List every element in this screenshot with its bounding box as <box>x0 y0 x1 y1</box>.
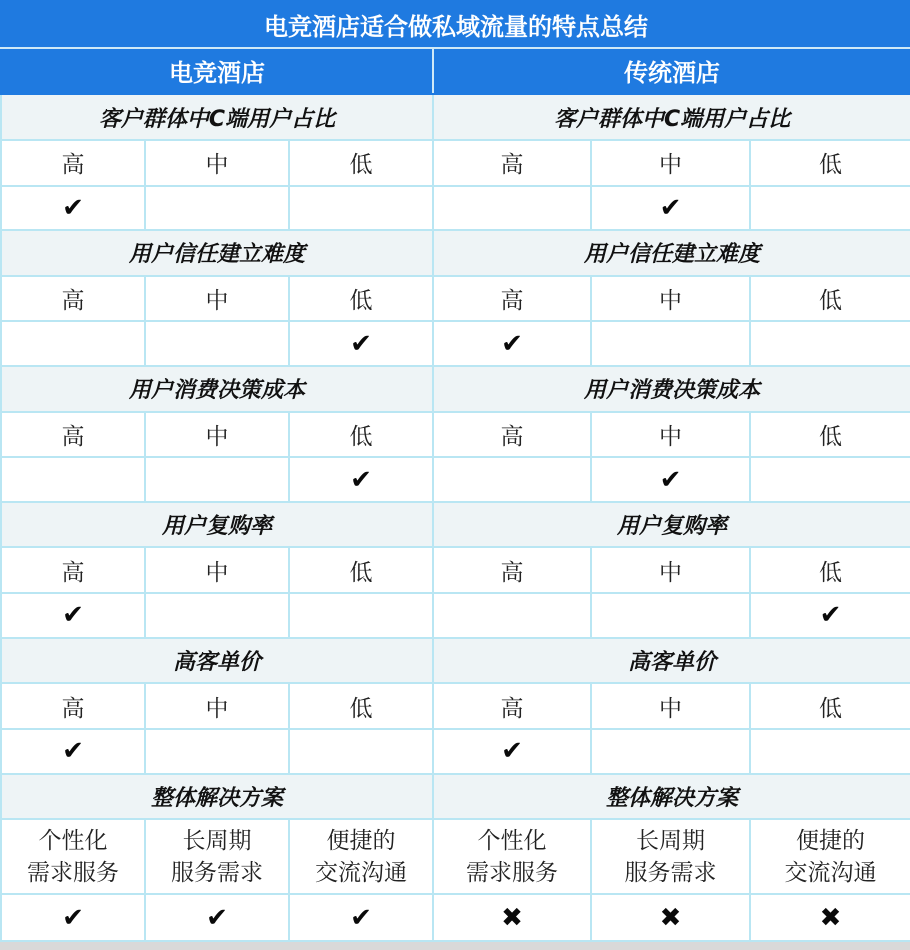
option-label: 低 <box>349 423 373 450</box>
option-cell <box>750 547 910 593</box>
mark-cell <box>433 729 591 774</box>
mark-cell <box>145 186 289 231</box>
mark-cell <box>591 894 750 941</box>
mark-cell <box>750 186 910 231</box>
column-header-esports-hotel <box>1 48 433 95</box>
check-icon: ✔ <box>62 902 84 933</box>
option-cell <box>1 547 145 593</box>
option-label: 高 <box>61 559 85 586</box>
option-label-line1: 长周期 <box>636 827 705 854</box>
section-label-left <box>1 774 433 820</box>
section-label-right <box>433 638 910 684</box>
option-label: 低 <box>819 695 843 722</box>
section-label-text: 高客单价 <box>172 650 261 676</box>
section-label-text: 客户群体中C端用户占比 <box>98 106 336 132</box>
option-cell <box>750 683 910 729</box>
option-cell <box>1 140 145 186</box>
option-cell <box>145 140 289 186</box>
section-label-text: 用户消费决策成本 <box>584 378 761 404</box>
option-label-line2: 需求服务 <box>27 859 119 886</box>
column-header-traditional-hotel <box>433 48 910 95</box>
mark-cell <box>750 321 910 366</box>
mark-cell <box>591 457 750 502</box>
option-cell <box>289 547 433 593</box>
mark-cell <box>289 186 433 231</box>
mark-cell <box>1 457 145 502</box>
check-icon: ✔ <box>819 600 842 631</box>
check-icon: ✔ <box>501 736 523 767</box>
mark-cell <box>1 894 145 941</box>
check-icon: ✔ <box>206 902 228 933</box>
check-icon: ✔ <box>62 600 84 631</box>
bottom-divider <box>0 942 910 950</box>
option-label: 高 <box>61 423 85 450</box>
section-label-right <box>433 502 910 548</box>
option-cell <box>433 412 591 458</box>
section-label-left <box>1 502 433 548</box>
cross-icon: ✖ <box>819 902 842 933</box>
section-label-text: 用户复购率 <box>617 514 728 540</box>
option-label: 高 <box>500 559 524 586</box>
section-label-left <box>1 638 433 684</box>
option-cell <box>433 140 591 186</box>
mark-cell <box>145 457 289 502</box>
option-cell <box>750 140 910 186</box>
mark-cell <box>750 457 910 502</box>
option-cell <box>433 819 591 894</box>
option-cell <box>433 683 591 729</box>
mark-cell <box>145 894 289 941</box>
mark-cell <box>1 729 145 774</box>
option-label: 中 <box>659 152 682 179</box>
option-label: 低 <box>349 288 373 315</box>
mark-cell <box>591 321 750 366</box>
option-label: 中 <box>659 695 682 722</box>
option-label-line1: 个性化 <box>477 827 547 854</box>
option-cell <box>591 140 750 186</box>
mark-cell <box>1 321 145 366</box>
section-label-text: 整体解决方案 <box>150 785 283 811</box>
option-label-line2: 交流沟通 <box>315 859 407 886</box>
option-cell <box>591 683 750 729</box>
option-cell <box>289 819 433 894</box>
option-label-line1: 长周期 <box>182 827 252 854</box>
option-label: 低 <box>819 152 843 179</box>
option-cell <box>591 412 750 458</box>
option-cell <box>289 276 433 322</box>
option-label: 低 <box>819 423 843 450</box>
option-cell <box>145 819 289 894</box>
option-label: 高 <box>61 152 85 179</box>
option-label: 中 <box>205 288 229 315</box>
option-label: 中 <box>659 288 682 315</box>
option-label: 中 <box>659 559 682 586</box>
option-cell <box>145 412 289 458</box>
option-cell <box>591 547 750 593</box>
option-cell <box>1 683 145 729</box>
section-label-right <box>433 774 910 820</box>
section-label-left <box>1 366 433 412</box>
option-label: 中 <box>205 152 229 179</box>
mark-cell <box>433 894 591 941</box>
option-cell <box>145 683 289 729</box>
mark-cell <box>433 457 591 502</box>
check-icon: ✔ <box>350 328 372 359</box>
check-icon: ✔ <box>62 736 84 767</box>
mark-cell <box>145 321 289 366</box>
option-label: 高 <box>500 288 524 315</box>
option-label: 中 <box>205 559 229 586</box>
title-text: 电竞酒店适合做私域流量的特点总结 <box>264 12 649 41</box>
section-label-text: 高客单价 <box>628 650 717 676</box>
option-label: 低 <box>819 288 843 315</box>
option-cell <box>289 412 433 458</box>
check-icon: ✔ <box>62 192 84 223</box>
check-icon: ✔ <box>350 902 372 933</box>
option-label: 中 <box>205 695 229 722</box>
option-cell <box>433 547 591 593</box>
mark-cell <box>591 729 750 774</box>
check-icon: ✔ <box>350 464 372 495</box>
option-cell <box>591 276 750 322</box>
mark-cell <box>289 894 433 941</box>
option-cell <box>289 683 433 729</box>
option-cell <box>1 412 145 458</box>
mark-cell <box>289 729 433 774</box>
mark-cell <box>289 593 433 638</box>
option-cell <box>145 547 289 593</box>
option-label: 低 <box>349 695 373 722</box>
option-label: 低 <box>819 559 843 586</box>
option-cell <box>750 276 910 322</box>
mark-cell <box>750 894 910 941</box>
option-label-line1: 个性化 <box>38 827 108 854</box>
option-label-line2: 服务需求 <box>624 859 717 886</box>
option-cell <box>289 140 433 186</box>
check-icon: ✔ <box>501 328 523 359</box>
option-label: 高 <box>61 288 85 315</box>
option-label: 高 <box>500 423 524 450</box>
section-label-left <box>1 94 433 140</box>
option-label-line1: 便捷的 <box>326 827 396 854</box>
option-cell <box>1 276 145 322</box>
mark-cell <box>1 186 145 231</box>
mark-cell <box>433 321 591 366</box>
option-label: 高 <box>61 695 85 722</box>
option-label: 中 <box>659 423 682 450</box>
mark-cell <box>433 593 591 638</box>
cross-icon: ✖ <box>501 902 523 933</box>
section-label-text: 用户消费决策成本 <box>128 378 305 404</box>
check-icon: ✔ <box>659 464 682 495</box>
check-icon: ✔ <box>659 192 682 223</box>
mark-cell <box>433 186 591 231</box>
option-cell <box>750 819 910 894</box>
mark-cell <box>591 186 750 231</box>
option-label: 低 <box>349 559 373 586</box>
option-label: 低 <box>349 152 373 179</box>
section-label-text: 整体解决方案 <box>606 785 739 811</box>
column-header-right-text: 传统酒店 <box>624 59 721 88</box>
mark-cell <box>750 729 910 774</box>
option-label-line2: 服务需求 <box>171 859 263 886</box>
mark-cell <box>145 593 289 638</box>
section-label-left <box>1 230 433 276</box>
cross-icon: ✖ <box>659 902 682 933</box>
section-label-right <box>433 94 910 140</box>
option-cell <box>591 819 750 894</box>
option-label-line2: 需求服务 <box>466 859 558 886</box>
column-header-left-text: 电竞酒店 <box>169 59 265 88</box>
option-cell <box>145 276 289 322</box>
section-label-text: 用户信任建立难度 <box>584 242 761 268</box>
section-label-text: 用户信任建立难度 <box>128 242 305 268</box>
option-cell <box>750 412 910 458</box>
option-cell <box>433 276 591 322</box>
section-label-right <box>433 230 910 276</box>
option-label-line1: 便捷的 <box>796 827 866 854</box>
mark-cell <box>591 593 750 638</box>
mark-cell <box>750 593 910 638</box>
option-label: 中 <box>205 423 229 450</box>
option-cell <box>1 819 145 894</box>
option-label-line2: 交流沟通 <box>784 859 877 886</box>
mark-cell <box>289 457 433 502</box>
section-label-text: 用户复购率 <box>161 514 272 540</box>
section-label-right <box>433 366 910 412</box>
mark-cell <box>145 729 289 774</box>
mark-cell <box>1 593 145 638</box>
mark-cell <box>289 321 433 366</box>
option-label: 高 <box>500 695 524 722</box>
section-label-text: 客户群体中C端用户占比 <box>553 106 791 132</box>
table-title <box>1 1 910 48</box>
option-label: 高 <box>500 152 524 179</box>
